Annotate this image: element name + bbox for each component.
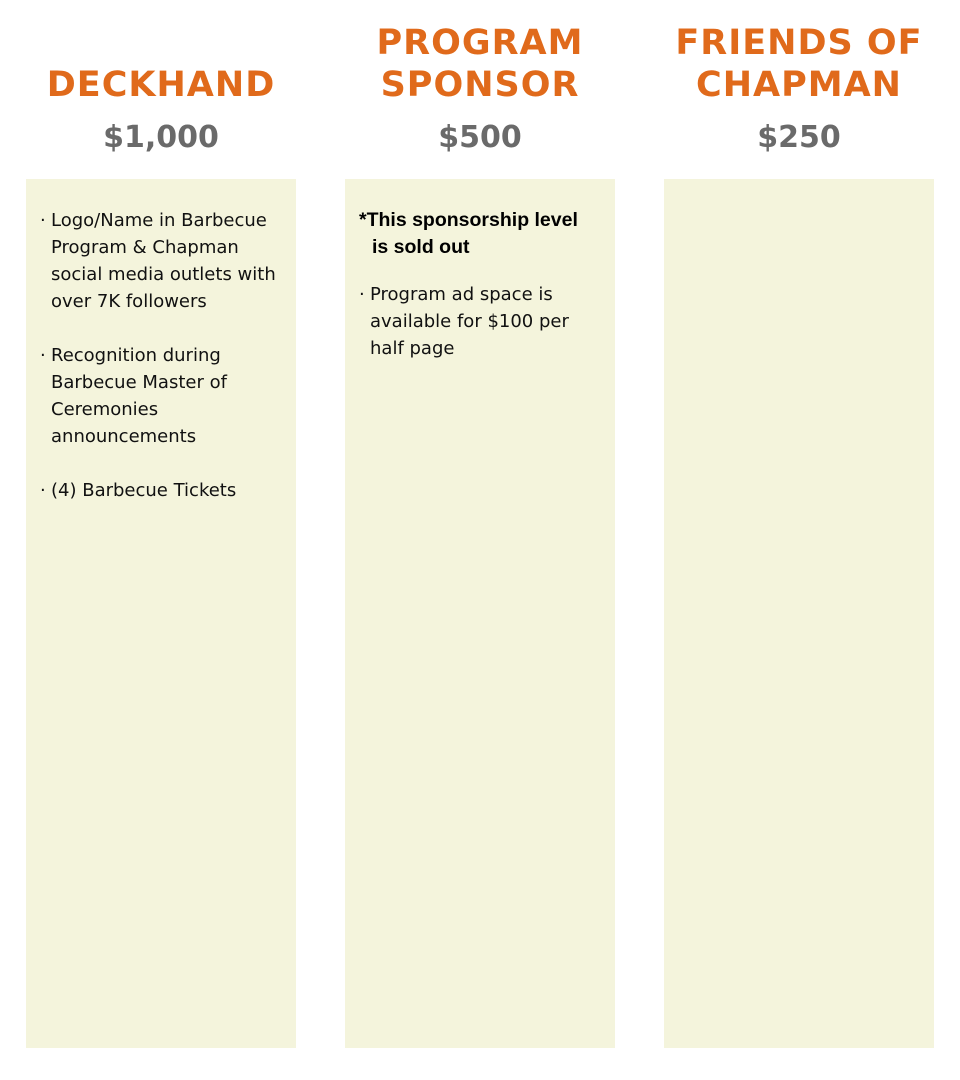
benefits-list xyxy=(359,281,599,362)
benefit-text: Logo/Name in Barbecue Program & Chapman social media outlets with over 7K followers xyxy=(51,210,276,312)
tier-benefits-panel xyxy=(664,179,934,1048)
tier-header xyxy=(26,0,296,170)
tier-benefits-panel xyxy=(345,179,615,1048)
tier-benefits-panel xyxy=(26,179,296,1048)
benefit-item xyxy=(40,207,280,315)
tier-name: FRIENDS OF CHAPMAN xyxy=(675,23,923,105)
bullet-dot: · xyxy=(40,345,46,366)
benefit-item xyxy=(359,281,599,362)
sold-out-note: *This sponsorship level is sold out xyxy=(359,209,578,258)
benefit-text: (4) Barbecue Tickets xyxy=(51,480,237,501)
bullet-dot: · xyxy=(40,210,46,231)
tier-deckhand xyxy=(26,0,296,501)
tier-name: DECKHAND xyxy=(46,65,276,105)
tier-price: $250 xyxy=(757,120,841,155)
tier-header xyxy=(664,0,934,170)
benefit-item xyxy=(40,342,280,450)
benefit-text: Program ad space is available for $100 per half page xyxy=(370,284,569,359)
benefit-item xyxy=(40,477,280,504)
benefit-text: Recognition during Barbecue Master of Ceremonies announcements xyxy=(51,345,227,447)
tier-price: $1,000 xyxy=(103,120,219,155)
benefits-list xyxy=(40,207,280,504)
tier-friends-of-chapman xyxy=(664,0,934,170)
tier-header xyxy=(345,0,615,170)
tier-price: $500 xyxy=(438,120,522,155)
bullet-dot: · xyxy=(359,284,365,305)
tier-name: PROGRAM SPONSOR xyxy=(376,23,584,105)
bullet-dot: · xyxy=(40,480,46,501)
tier-program-sponsor xyxy=(345,0,615,359)
